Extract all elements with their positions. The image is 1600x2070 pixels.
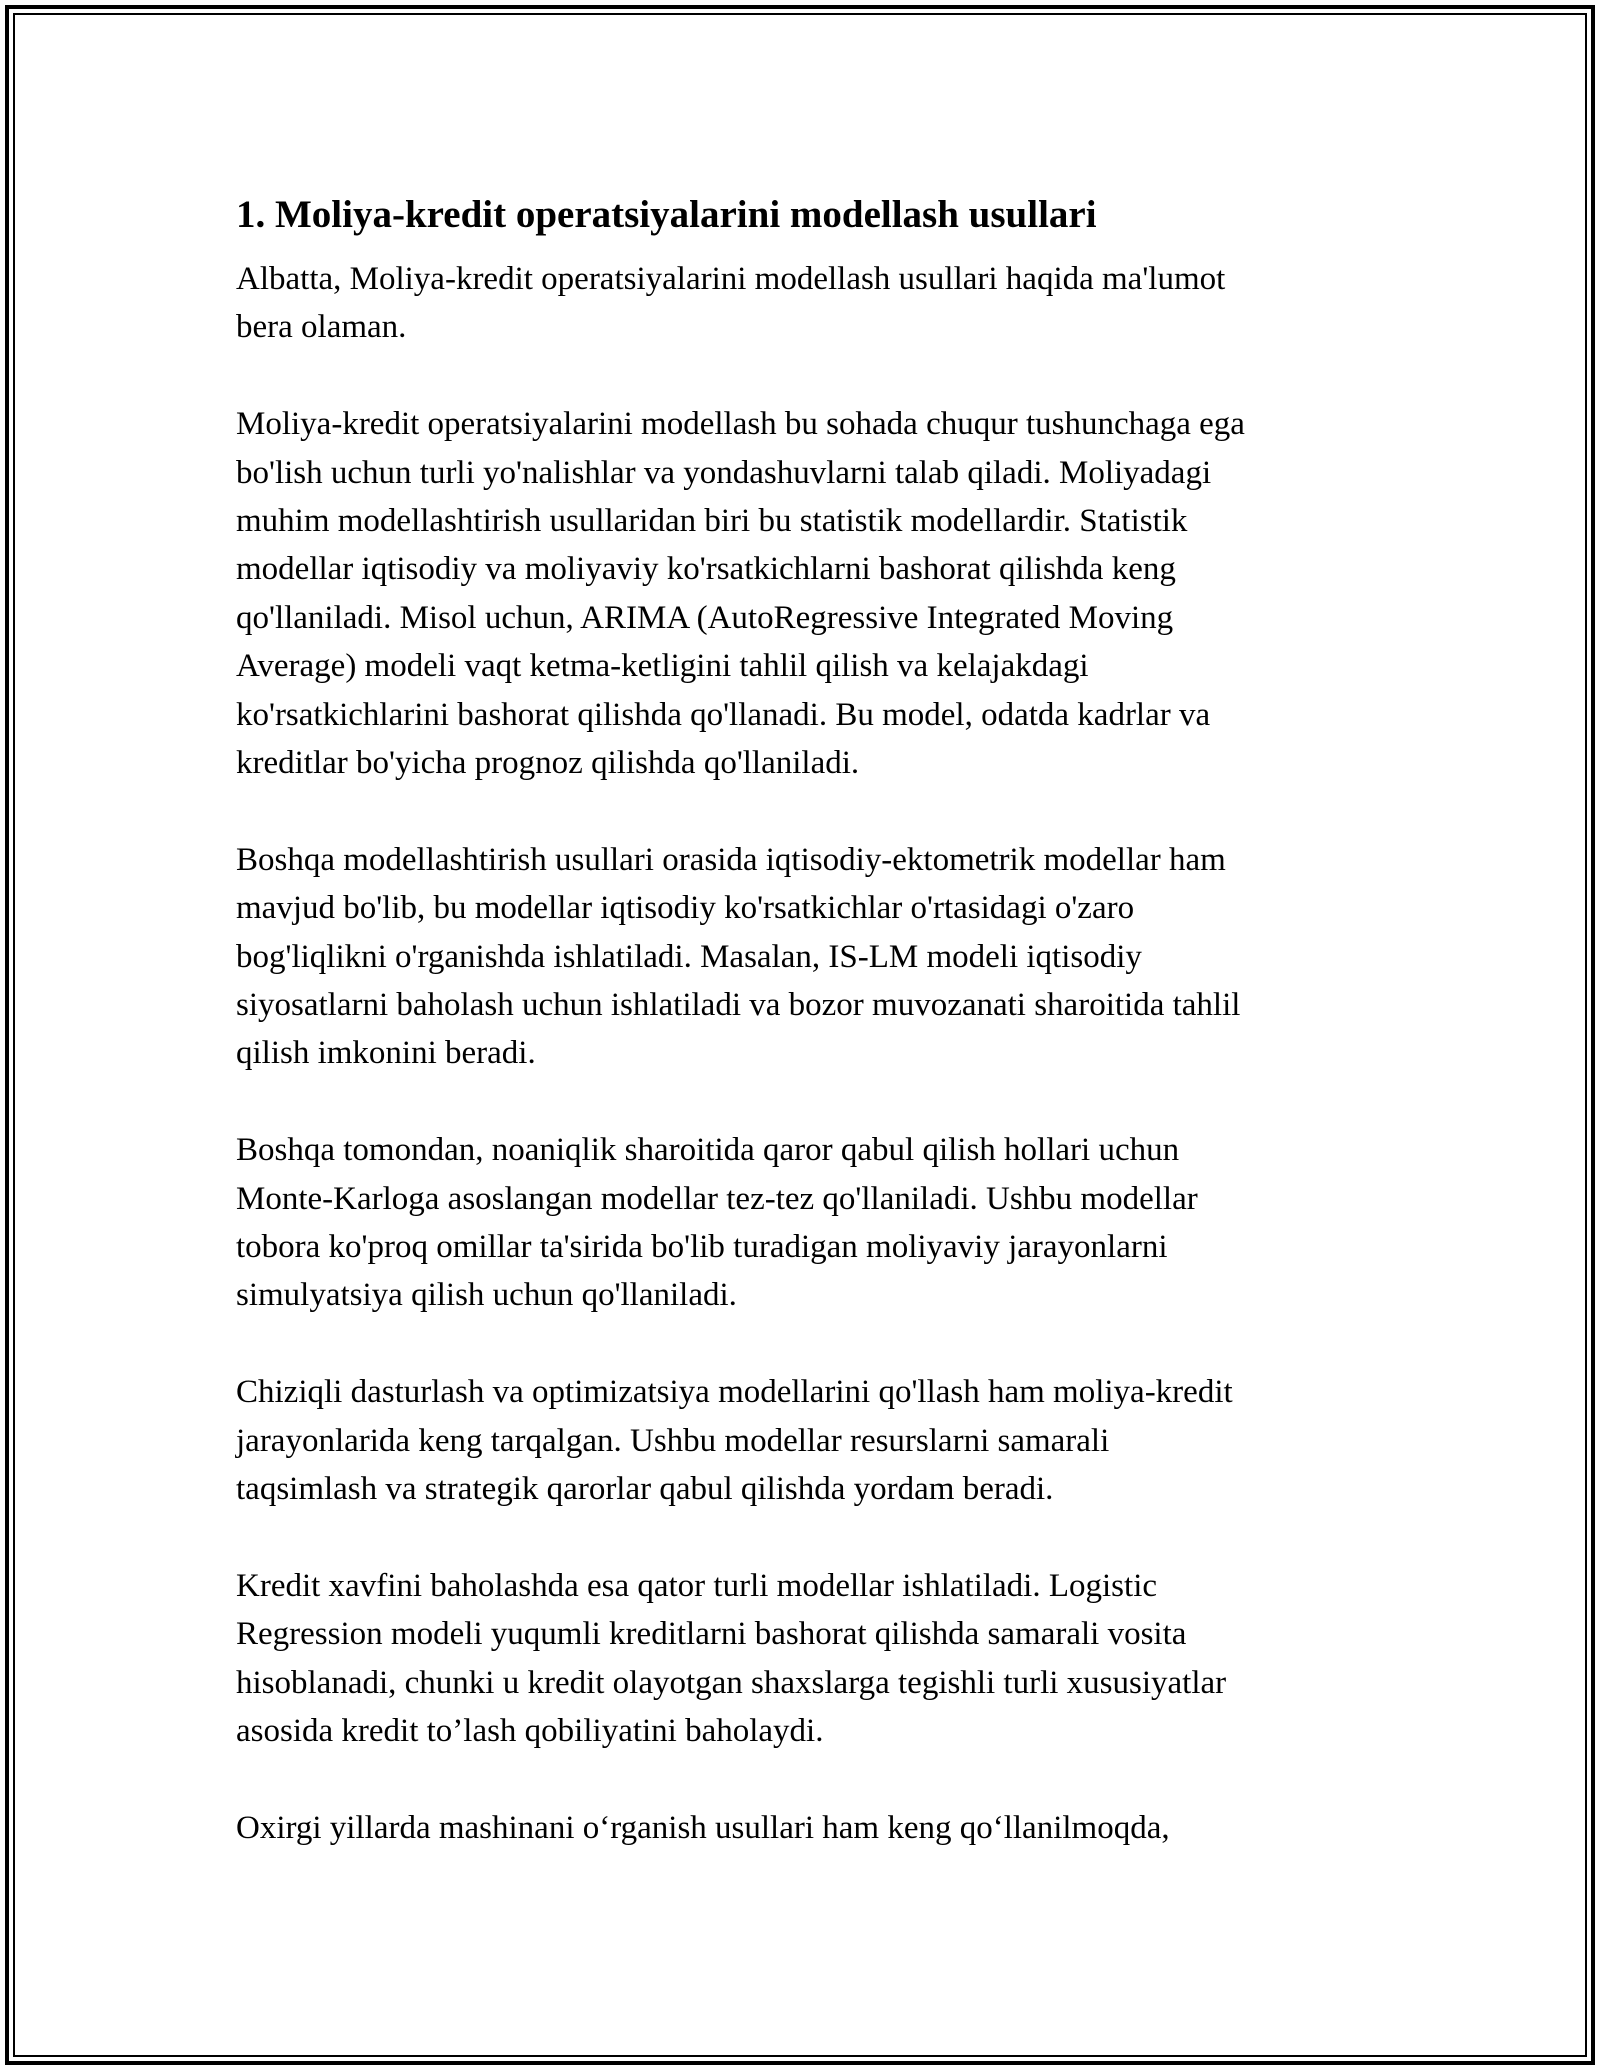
document-body — [236, 185, 1386, 1852]
paragraph-line: Oxirgi yillarda mashinani o‘rganish usullari ham keng qo‘llanilmoqda, — [236, 1809, 1170, 1846]
paragraph-line: jarayonlarida keng tarqalgan. Ushbu modellar resurslarni samarali — [236, 1422, 1110, 1459]
paragraph-line: asosida kredit to’lash qobiliyatini baholaydi. — [236, 1713, 824, 1750]
paragraph-line: Regression modeli yuqumli kreditlarni bashorat qilishda samarali vosita — [236, 1616, 1187, 1653]
document-title: 1. Moliya-kredit operatsiyalarini modellash usullari — [236, 193, 1097, 236]
paragraph-line: siyosatlarni baholash uchun ishlatiladi va bozor muvozanati sharoitida tahlil — [236, 987, 1241, 1024]
paragraph-line: Chiziqli dasturlash va optimizatsiya modellarini qo'llash ham moliya-kredit — [236, 1374, 1233, 1411]
paragraph-line: Boshqa modellashtirish usullari orasida iqtisodiy-ektometrik modellar ham — [236, 841, 1226, 878]
paragraph-line: hisoblanadi, chunki u kredit olayotgan shaxslarga tegishli turli xususiyatlar — [236, 1664, 1227, 1701]
paragraph — [236, 836, 1386, 1078]
paragraph-line: kreditlar bo'yicha prognoz qilishda qo'llaniladi. — [236, 745, 860, 782]
paragraph-line: Albatta, Moliya-kredit operatsiyalarini modellash usullari haqida ma'lumot — [236, 261, 1226, 297]
paragraph-line: Boshqa tomondan, noaniqlik sharoitida qaror qabul qilish hollari uchun — [236, 1132, 1180, 1169]
paragraph — [236, 1562, 1386, 1756]
paragraph-line: simulyatsiya qilish uchun qo'llaniladi. — [236, 1277, 737, 1314]
paragraph-line: tobora ko'proq omillar ta'sirida bo'lib turadigan moliyaviy jarayonlarni — [236, 1229, 1168, 1266]
paragraph-line: ko'rsatkichlarini bashorat qilishda qo'llanadi. Bu model, odatda kadrlar va — [236, 696, 1211, 733]
paragraph-list — [236, 255, 1386, 1852]
paragraph — [236, 1804, 1386, 1852]
paragraph-line: bo'lish uchun turli yo'nalishlar va yondashuvlarni talab qiladi. Moliyadagi — [236, 454, 1212, 491]
paragraph — [236, 1126, 1386, 1320]
paragraph-line: Kredit xavfini baholashda esa qator turli modellar ishlatiladi. Logistic — [236, 1567, 1158, 1604]
paragraph — [236, 255, 1386, 352]
paragraph — [236, 1368, 1386, 1513]
paragraph-line: muhim modellashtirish usullaridan biri bu statistik modellardir. Statistik — [236, 503, 1188, 540]
paragraph-line: mavjud bo'lib, bu modellar iqtisodiy ko'rsatkichlar o'rtasidagi o'zaro — [236, 890, 1135, 927]
paragraph-line: qo'llaniladi. Misol uchun, ARIMA (AutoRegressive Integrated Moving — [236, 599, 1174, 636]
paragraph-line: modellar iqtisodiy va moliyaviy ko'rsatkichlarni bashorat qilishda keng — [236, 551, 1176, 588]
paragraph-line: bog'liqlikni o'rganishda ishlatiladi. Masalan, IS-LM modeli iqtisodiy — [236, 938, 1142, 975]
paragraph-line: Average) modeli vaqt ketma-ketligini tahlil qilish va kelajakdagi — [236, 648, 1089, 685]
paragraph-line: bera olaman. — [236, 309, 407, 346]
paragraph-line: qilish imkonini beradi. — [236, 1035, 536, 1072]
paragraph-line: taqsimlash va strategik qarorlar qabul qilishda yordam beradi. — [236, 1471, 1054, 1508]
paragraph — [236, 400, 1386, 787]
paragraph-line: Moliya-kredit operatsiyalarini modellash bu sohada chuqur tushunchaga ega — [236, 406, 1245, 443]
paragraph-line: Monte-Karloga asoslangan modellar tez-tez qo'llaniladi. Ushbu modellar — [236, 1180, 1198, 1217]
